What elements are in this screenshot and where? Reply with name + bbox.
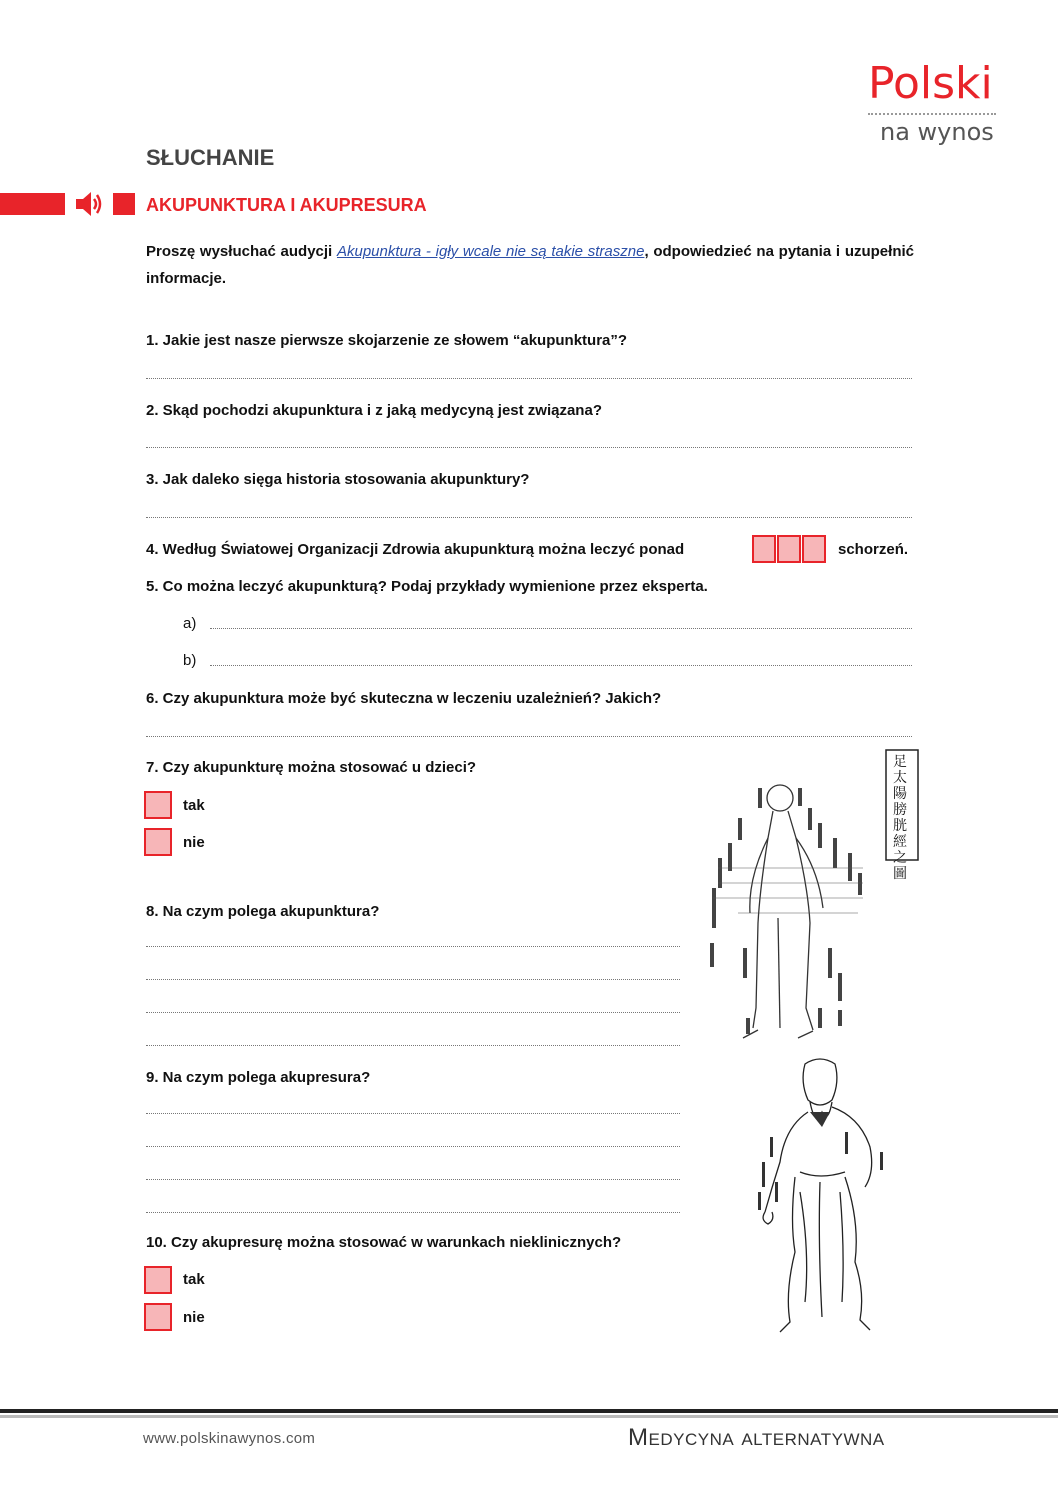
footer-divider (0, 1409, 1058, 1413)
answer-line-8-2[interactable] (146, 979, 680, 980)
question-4: 4. Według Światowej Organizacji Zdrowia akupunkturą można leczyć ponad (146, 541, 685, 558)
question-3: 3. Jak daleko sięga historia stosowania akupunktury? (146, 471, 530, 488)
answer-line-8-1[interactable] (146, 946, 680, 947)
answer-line-1[interactable] (146, 378, 912, 379)
checkbox-q7-yes[interactable] (144, 791, 172, 819)
answer-line-9-3[interactable] (146, 1179, 680, 1180)
instructions-text: Proszę wysłuchać audycji (146, 243, 337, 260)
question-9: 9. Na czym polega akupresura? (146, 1069, 371, 1086)
answer-line-3[interactable] (146, 517, 912, 518)
answer-line-5a[interactable] (210, 628, 912, 629)
number-box-1[interactable] (752, 535, 776, 563)
option-label: tak (183, 1271, 205, 1288)
accent-square (113, 193, 135, 215)
option-label: nie (183, 834, 205, 851)
option-label: nie (183, 1309, 205, 1326)
acupuncture-chart-illustration (698, 748, 923, 1046)
checkbox-q10-no[interactable] (144, 1303, 172, 1331)
question-10: 10. Czy akupresurę można stosować w warunkach nieklinicznych? (146, 1234, 622, 1251)
question-6: 6. Czy akupunktura może być skuteczna w leczeniu uzależnień? Jakich? (146, 690, 662, 707)
question-7: 7. Czy akupunkturę można stosować u dzieci? (146, 759, 477, 776)
illustration-caption: 足太陽膀胱經之圖 (893, 754, 907, 882)
option-label: tak (183, 797, 205, 814)
answer-line-6[interactable] (146, 736, 912, 737)
acupressure-figure-illustration (750, 1052, 890, 1337)
checkbox-q10-yes[interactable] (144, 1266, 172, 1294)
answer-line-2[interactable] (146, 447, 912, 448)
question-8: 8. Na czym polega akupunktura? (146, 903, 380, 920)
instructions-text-end: , odpowiedzieć na pytania i uzupełnić informacje. (146, 243, 914, 287)
answer-line-9-2[interactable] (146, 1146, 680, 1147)
question-2: 2. Skąd pochodzi akupunktura i z jaką medycyną jest związana? (146, 402, 602, 419)
question-4-end: schorzeń. (838, 541, 909, 558)
answer-label-b: b) (183, 652, 197, 669)
speaker-icon (74, 190, 106, 223)
audio-link[interactable]: Akupunktura - igły wcale nie są takie straszne (336, 243, 645, 260)
instructions (146, 238, 914, 292)
logo: Polski (868, 58, 993, 109)
exercise-title: AKUPUNKTURA I AKUPRESURA (146, 195, 427, 215)
answer-line-5b[interactable] (210, 665, 912, 666)
question-1: 1. Jakie jest nasze pierwsze skojarzenie ze słowem “akupunktura”? (146, 332, 628, 349)
section-title: SŁUCHANIE (146, 145, 275, 170)
logo-subtitle: na wynos (880, 118, 994, 146)
answer-line-8-4[interactable] (146, 1045, 680, 1046)
accent-bar (0, 193, 65, 215)
answer-line-9-4[interactable] (146, 1212, 680, 1213)
footer-website[interactable]: www.polskinawynos.com (143, 1430, 316, 1447)
footer-divider-shadow (0, 1415, 1058, 1418)
question-5: 5. Co można leczyć akupunkturą? Podaj przykłady wymienione przez eksperta. (146, 578, 708, 595)
number-box-2[interactable] (777, 535, 801, 563)
checkbox-q7-no[interactable] (144, 828, 172, 856)
footer-topic: Medycyna alternatywna (628, 1424, 885, 1451)
number-box-3[interactable] (802, 535, 826, 563)
answer-line-8-3[interactable] (146, 1012, 680, 1013)
logo-divider (868, 113, 996, 115)
answer-line-9-1[interactable] (146, 1113, 680, 1114)
answer-label-a: a) (183, 615, 197, 632)
